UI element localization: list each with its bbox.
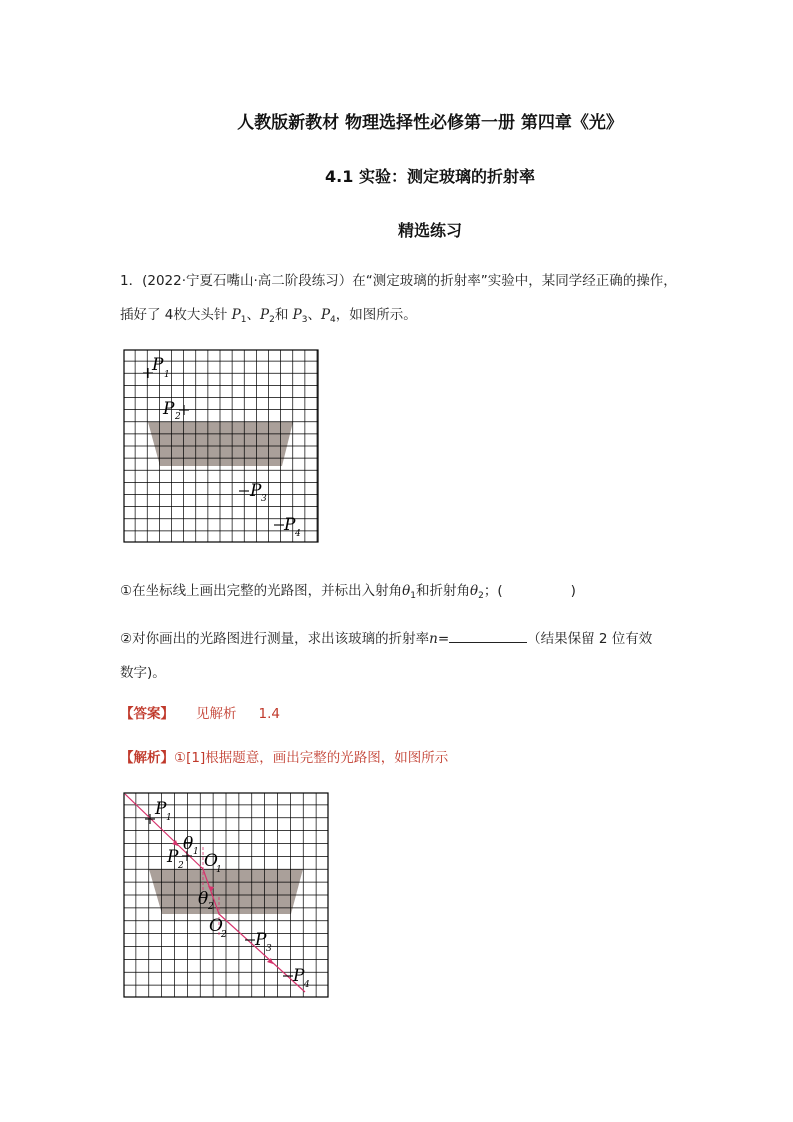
point-label-o1: O (204, 851, 218, 871)
analysis-text: ①[1]根据题意，画出完整的光路图，如图所示 (174, 750, 449, 766)
pin-label-p1: P (152, 355, 164, 375)
svg-text:1: 1 (164, 370, 170, 380)
subquestion-2: ②对你画出的光路图进行测量，求出该玻璃的折射率n= （结果保留 2 位有效 数字)。 (120, 622, 695, 690)
solution-figure (123, 792, 329, 998)
svg-text:1: 1 (216, 865, 222, 875)
pin-label-p3: P (255, 930, 267, 950)
svg-text:2: 2 (221, 930, 227, 940)
question-line-1: 1．(2022·宁夏石嘴山·高二阶段练习）在“测定玻璃的折射率”实验中，某同学经正确的操作， (120, 273, 677, 289)
question-stem (120, 264, 695, 337)
svg-text:4: 4 (295, 529, 301, 539)
pin-label-p1: P (155, 799, 167, 819)
svg-text:3: 3 (266, 944, 272, 954)
analysis-row (120, 746, 448, 766)
svg-text:3: 3 (261, 494, 267, 504)
question-line-2: 插好了 4枚大头针 $P_1$、$P_2$和 $P_3$、$P_4$，如图所示。 (120, 307, 417, 325)
answer-tag: 【答案】 (120, 706, 174, 722)
angle-label-theta2: θ (198, 889, 209, 909)
pin-label-p2: P (167, 847, 179, 867)
section-title: 4.1 实验：测定玻璃的折射率 (325, 167, 535, 186)
angle-label-theta1: θ (183, 834, 194, 854)
pin-label-p3: P (250, 481, 262, 501)
svg-text:1: 1 (193, 847, 199, 857)
document-title: 人教版新教材 物理选择性必修第一册 第四章《光》 (237, 113, 623, 133)
pin-label-p4: P (284, 515, 296, 535)
pin-label-p2: P (163, 399, 175, 419)
svg-text:1: 1 (166, 813, 172, 823)
subtitle: 精选练习 (397, 221, 462, 240)
grid-lines (124, 350, 318, 542)
answer-text-1: 见解析 (196, 706, 237, 722)
answer-text-2: 1.4 (258, 706, 280, 722)
analysis-tag: 【解析】 (120, 750, 174, 766)
experiment-figure (123, 349, 319, 543)
svg-text:4: 4 (304, 980, 310, 990)
pin-label-p4: P (293, 966, 305, 986)
answer-row (120, 702, 280, 722)
svg-text:2: 2 (175, 412, 181, 422)
glass-block (148, 422, 293, 466)
subquestion-1: ①在坐标线上画出完整的光路图，并标出入射角$\theta_1$和折射角$\theta_2$；( ) (120, 583, 576, 601)
answer-blank[interactable] (449, 628, 527, 643)
svg-text:2: 2 (178, 861, 184, 871)
point-label-o2: O (209, 916, 223, 936)
svg-text:2: 2 (208, 902, 214, 912)
